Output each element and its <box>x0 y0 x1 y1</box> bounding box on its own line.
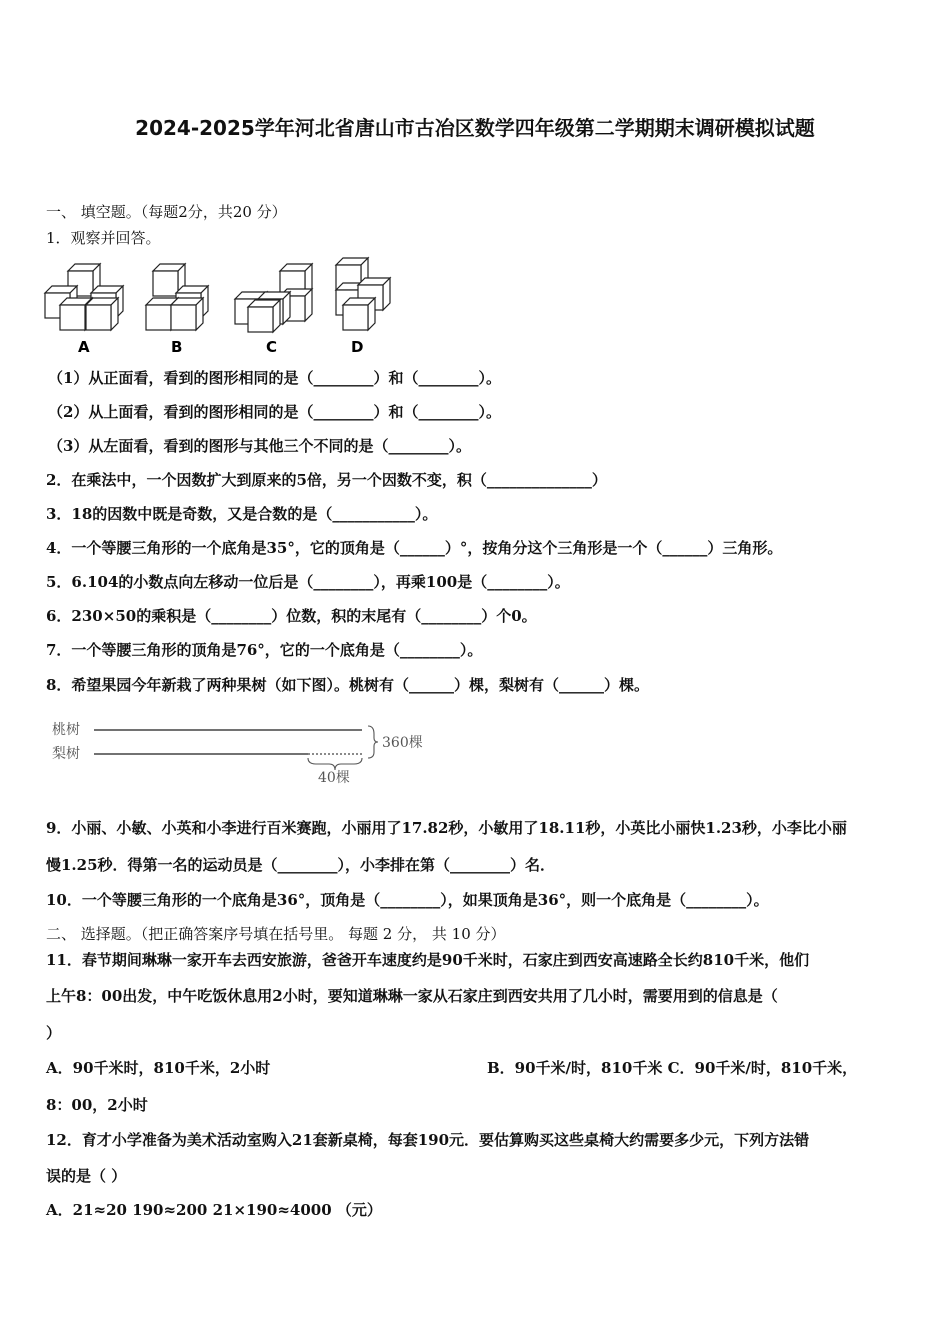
question-5: 5．6.104的小数点向左移动一位后是（________），再乘100是（________）。 <box>46 573 570 591</box>
section-1-heading: 一、 填空题。（每题2分，共20 分） <box>46 203 287 221</box>
question-11-option-c-continued: 8：00，2小时 <box>46 1096 148 1114</box>
question-11-line-3: ） <box>46 1024 62 1042</box>
question-1-sub-3: （3）从左面看，看到的图形与其他三个不同的是（________）。 <box>48 437 471 455</box>
question-1-sub-1: （1）从正面看，看到的图形相同的是（________）和（________）。 <box>48 369 501 387</box>
page-title: 2024-2025学年河北省唐山市古冶区数学四年级第二学期期末调研模拟试题 <box>135 116 815 140</box>
figure-label-a: A <box>78 338 90 356</box>
question-2: 2．在乘法中，一个因数扩大到原来的5倍，另一个因数不变，积（______________） <box>46 471 607 489</box>
question-9-line-2: 慢1.25秒．得第一名的运动员是（________），小李排在第（________）名． <box>46 856 556 874</box>
question-11-option-a: A．90千米时，810千米，2小时 <box>46 1059 271 1077</box>
peach-tree-label: 桃树 <box>52 722 80 738</box>
cube-figures <box>40 256 400 360</box>
pear-tree-label: 梨树 <box>52 746 80 762</box>
question-12-option-a: A．21≈20 190≈200 21×190≈4000 （元） <box>46 1201 382 1219</box>
difference-brace <box>308 758 362 770</box>
question-7: 7．一个等腰三角形的顶角是76°，它的一个底角是（________）。 <box>46 641 483 659</box>
figure-a-cubes <box>45 264 123 330</box>
question-6: 6．230×50的乘积是（________）位数，积的末尾有（________）个0。 <box>46 607 537 625</box>
question-12-line-2: 误的是（ ） <box>46 1167 127 1185</box>
total-count-label: 360棵 <box>382 735 423 751</box>
question-12-line-1: 12．育才小学准备为美术活动室购入21套新桌椅，每套190元．要估算购买这些桌椅大约需要多少元，下列方法错 <box>46 1131 810 1149</box>
difference-count-label: 40棵 <box>318 770 350 786</box>
figure-b-cubes <box>146 264 208 330</box>
tree-count-diagram <box>46 714 436 790</box>
total-brace <box>368 726 378 758</box>
question-4: 4．一个等腰三角形的一个底角是35°，它的顶角是（______）°，按角分这个三角形是一个（______）三角形。 <box>46 539 783 557</box>
question-8-stem: 8．希望果园今年新栽了两种果树（如下图）。桃树有（______）棵，梨树有（______）棵。 <box>46 676 649 694</box>
figure-label-b: B <box>171 338 183 356</box>
question-3: 3．18的因数中既是奇数，又是合数的是（___________）。 <box>46 505 438 523</box>
question-1-stem: 1．观察并回答。 <box>46 229 161 247</box>
question-11-options-b-c: B．90千米/时，810千米 C．90千米/时，810千米， <box>487 1059 858 1077</box>
figure-label-d: D <box>351 338 364 356</box>
figure-label-c: C <box>266 338 278 356</box>
question-1-sub-2: （2）从上面看，看到的图形相同的是（________）和（________）。 <box>48 403 501 421</box>
section-2-heading: 二、 选择题。（把正确答案序号填在括号里。 每题 2 分， 共 10 分） <box>46 925 506 943</box>
question-11-line-1: 11．春节期间琳琳一家开车去西安旅游，爸爸开车速度约是90千米时，石家庄到西安高速路全长约810千米，他们 <box>46 951 810 969</box>
question-11-line-2: 上午8：00出发，中午吃饭休息用2小时，要知道琳琳一家从石家庄到西安共用了几小时，需要用到的信息是（ <box>46 987 778 1005</box>
question-10: 10．一个等腰三角形的一个底角是36°，顶角是（________），如果顶角是36°，则一个底角是（________）。 <box>46 891 769 909</box>
figure-d-cubes <box>336 258 390 330</box>
figure-c-cubes <box>235 264 312 332</box>
question-9-line-1: 9．小丽、小敏、小英和小李进行百米赛跑，小丽用了17.82秒，小敏用了18.11秒，小英比小丽快1.23秒，小李比小丽 <box>46 819 847 837</box>
